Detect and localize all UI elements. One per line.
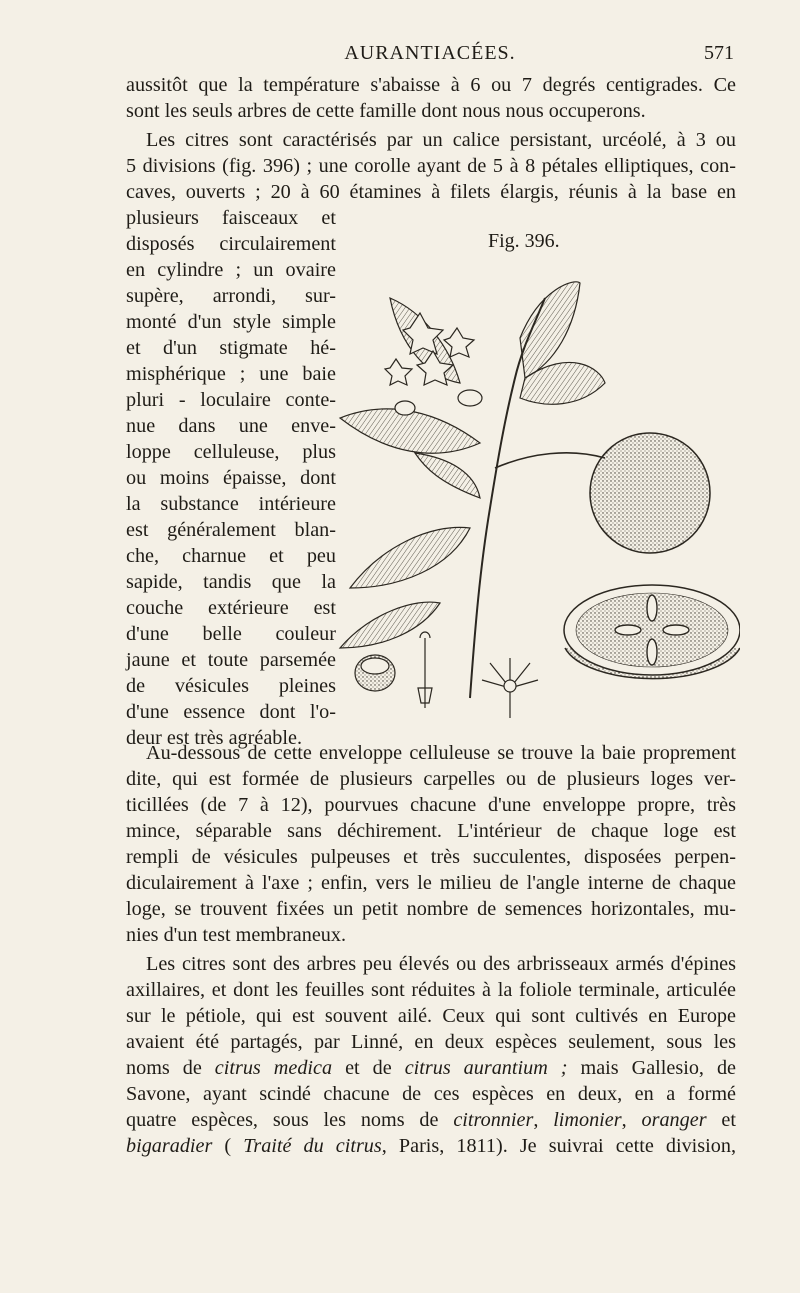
text-line — [126, 1055, 736, 1081]
species-name: citrus medica — [214, 1057, 333, 1079]
text-line: 5 divisions (fig. 396) ; une corolle ayant de 5 à 8 pétales elliptiques, con- — [126, 155, 736, 177]
text-line: d'une belle couleur — [126, 623, 336, 645]
text-run: et — [706, 1109, 736, 1131]
species-name: limonier — [553, 1109, 622, 1131]
text-line: dite, qui est formée de plusieurs carpelles ou de plusieurs loges ver- — [126, 768, 736, 790]
running-header — [126, 42, 734, 72]
text-line: deur est très agréable. — [126, 727, 302, 749]
text-line: couche extérieure est — [126, 597, 336, 619]
book-title: Traité du citrus — [243, 1135, 382, 1157]
text-line: Savone, ayant scindé chacune de ces espèces en deux, en a formé — [126, 1083, 736, 1105]
text-line: aussitôt que la température s'abaisse à 6 ou 7 degrés centigrades. Ce — [126, 74, 736, 96]
species-name: citrus aurantium ; — [404, 1057, 568, 1079]
text-line: est généralement blan- — [126, 519, 336, 541]
text-line: disposés circulairement — [126, 233, 336, 255]
text-line: che, charnue et peu — [126, 545, 336, 567]
text-line: mince, séparable sans déchirement. L'intérieur de chaque loge est — [126, 820, 736, 842]
text-line: axillaires, et dont les feuilles sont réduites à la foliole terminale, articulée — [126, 979, 736, 1001]
text-line: pluri - loculaire conte- — [126, 389, 336, 411]
text-line: misphérique ; une baie — [126, 363, 336, 385]
text-line: ticillées (de 7 à 12), pourvues chacune d'une enveloppe propre, très — [126, 794, 736, 816]
text-line: sur le pétiole, qui est souvent ailé. Ceux qui sont cultivés en Europe — [126, 1005, 736, 1027]
text-line: avaient été partagés, par Linné, en deux espèces seulement, sous les — [126, 1031, 736, 1053]
text-line: d'une essence dont l'o- — [126, 701, 336, 723]
text-run: mais Gallesio, de — [567, 1057, 737, 1079]
text-line: nies d'un test membraneux. — [126, 924, 347, 946]
text-line — [126, 1133, 736, 1159]
text-run: ( — [212, 1135, 244, 1157]
text-run: noms de — [126, 1057, 215, 1079]
text-line: sapide, tandis que la — [126, 571, 336, 593]
text-line: Au-dessous de cette enveloppe celluleuse se trouve la baie proprement — [146, 742, 736, 764]
text-line: loge, se trouvent fixées un petit nombre de semences horizontales, mu- — [126, 898, 736, 920]
text-line: en cylindre ; un ovaire — [126, 259, 336, 281]
text-line: ou moins épaisse, dont — [126, 467, 336, 489]
text-line: et d'un stigmate hé- — [126, 337, 336, 359]
text-run: quatre espèces, sous les noms de — [126, 1109, 454, 1131]
running-title: AURANTIACÉES. — [344, 42, 516, 64]
text-run: , — [533, 1109, 554, 1131]
page-number: 571 — [704, 42, 734, 64]
text-run: , Paris, 1811). Je suivrai cette division, — [381, 1135, 736, 1157]
text-line: supère, arrondi, sur- — [126, 285, 336, 307]
figure-caption: Fig. 396. — [488, 230, 560, 252]
text-line: Les citres sont des arbres peu élevés ou des arbrisseaux armés d'épines — [146, 953, 736, 975]
text-line: sont les seuls arbres de cette famille dont nous nous occuperons. — [126, 100, 646, 122]
text-line: caves, ouverts ; 20 à 60 étamines à filets élargis, réunis à la base en — [126, 181, 736, 203]
species-name: bigaradier — [126, 1135, 213, 1157]
text-line — [126, 1107, 736, 1133]
text-line: plusieurs faisceaux et — [126, 207, 336, 229]
text-line: nue dans une enve- — [126, 415, 336, 437]
text-line: de vésicules pleines — [126, 675, 336, 697]
text-line: monté d'un style simple — [126, 311, 336, 333]
text-run: , — [621, 1109, 642, 1131]
text-line: Les citres sont caractérisés par un calice persistant, urcéolé, à 3 ou — [146, 129, 736, 151]
text-line: jaune et toute parsemée — [126, 649, 336, 671]
text-line: diculairement à l'axe ; enfin, vers le milieu de l'angle interne de chaque — [126, 872, 736, 894]
species-name: oranger — [641, 1109, 707, 1131]
text-run: et de — [332, 1057, 405, 1079]
text-line: la substance intérieure — [126, 493, 336, 515]
orange-branch-illustration — [330, 268, 740, 728]
text-line: loppe celluleuse, plus — [126, 441, 336, 463]
text-line: rempli de vésicules pulpeuses et très succulentes, disposées perpen- — [126, 846, 736, 868]
species-name: citronnier — [453, 1109, 534, 1131]
